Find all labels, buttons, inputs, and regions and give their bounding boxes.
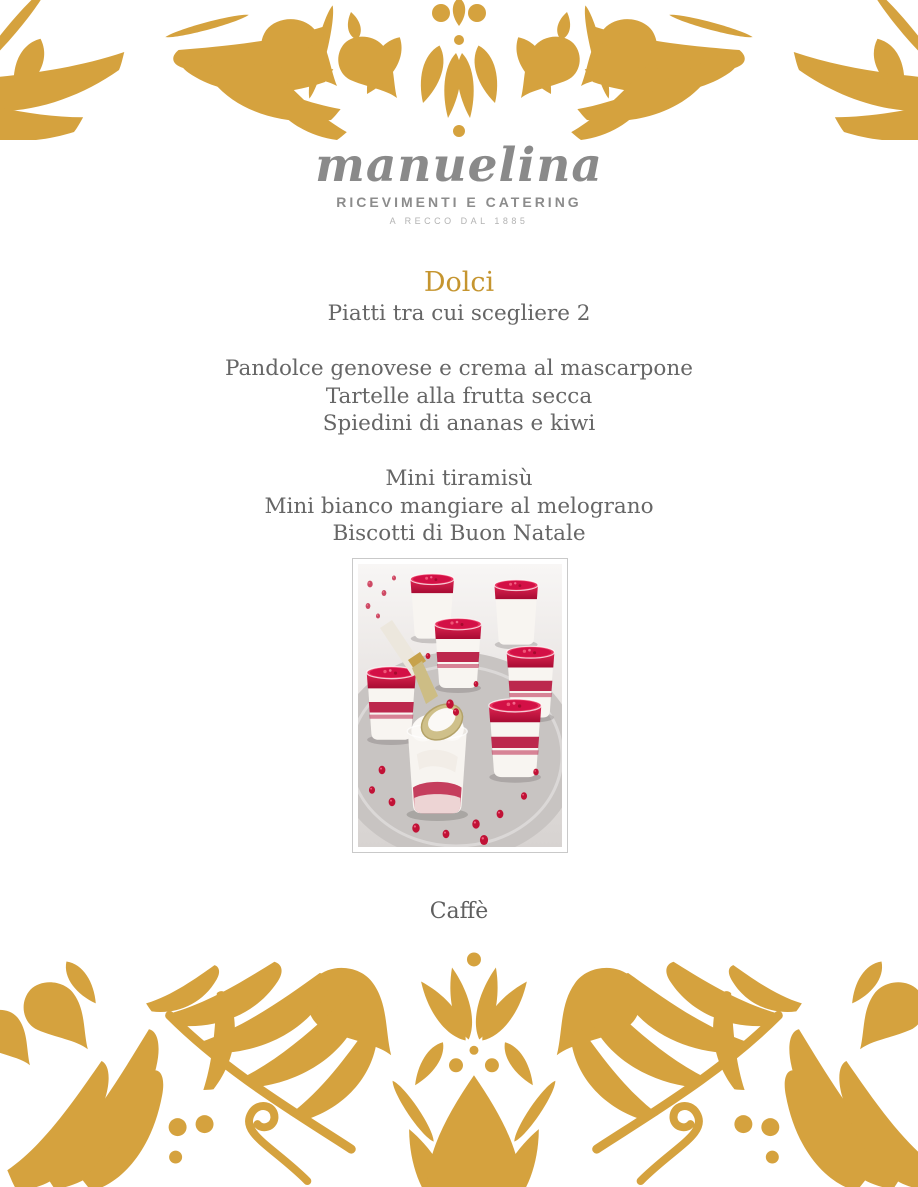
logo-subtitle: RICEVIMENTI E CATERING [336,194,582,210]
logo-tagline: A RECCO DAL 1885 [389,216,529,226]
menu-section-title: Dolci [423,267,495,298]
menu-line: Mini tiramisù [385,466,533,491]
menu-line: Spiedini di ananas e kiwi [322,411,596,436]
menu-section [0,266,918,548]
coffee-item: Caffè [429,899,489,924]
menu-line: Tartelle alla frutta secca [325,383,593,409]
menu-line: Mini bianco mangiare al melograno [264,493,654,519]
menu-line: Piatti tra cui scegliere 2 [327,301,591,326]
floral-ornament-bottom-icon [0,940,918,1187]
floral-ornament-top-icon [0,0,918,140]
logo-wordmark: manuelina [315,138,603,193]
menu-line-spacer [0,438,918,466]
dessert-photo [352,558,568,853]
menu-line: Pandolce genovese e crema al mascarpone [225,356,693,381]
menu-line: Biscotti di Buon Natale [332,521,586,546]
logo [0,140,918,226]
menu-line-spacer [0,328,918,356]
